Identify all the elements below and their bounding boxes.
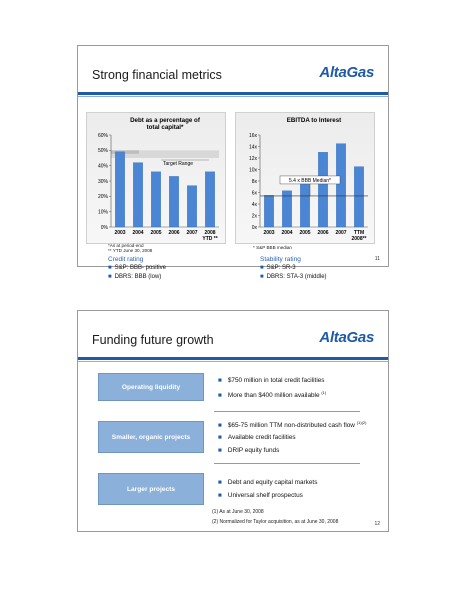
x-tick-label: 2003 [114,230,126,236]
bar [205,172,214,227]
x-tick-label: 2006 [317,230,329,236]
bullet-text: Available credit facilities [227,434,296,441]
bullet-icon: ■ [218,422,222,430]
stability-rating-item [260,274,327,280]
bar [151,172,160,227]
y-tick-label: 60% [97,132,108,139]
y-tick-label: 16x [248,132,257,139]
funding-bullet [218,492,303,499]
y-tick-label: 0% [100,224,108,231]
x-tick-label: 2004 [132,230,144,236]
bar [264,195,273,227]
title-divider [78,357,388,360]
box-label: Larger projects [126,485,175,493]
chart-title: total capital* [146,124,184,131]
ebitda-interest-chart [235,112,375,244]
credit-rating-item [108,265,166,271]
bullet-text: $65-75 million TTM non-distributed cash flow [227,422,355,430]
bullet-icon: ■ [260,265,264,271]
credit-rating-text: S&P: BBB- positive [114,265,166,271]
page-number: 12 [374,521,380,527]
y-tick-label: 14x [248,144,257,151]
y-tick-label: 10x [248,167,257,174]
stability-rating-text: S&P: SR-3 [266,265,296,271]
bullet-text: Debt and equity capital markets [227,479,318,486]
bar [169,176,178,227]
slide-title: Strong financial metrics [92,68,222,82]
footnote-ref: (1)(2) [356,420,367,425]
y-tick-label: 6x [251,190,257,197]
chart1-footnote-2: ** YTD June 30, 2008 [108,248,153,253]
operating-liquidity-box [98,373,204,401]
funding-footnote: (1) As at June 30, 2008 [212,509,264,515]
bar [336,144,345,227]
stability-rating-text: DBRS: STA-3 (middle) [266,274,327,280]
x-tick-label: TTM [353,230,365,236]
y-tick-label: 0x [251,224,257,231]
bullet-icon: ■ [218,479,222,486]
y-tick-label: 4x [251,201,257,208]
debt-to-capital-chart [86,112,226,244]
y-tick-label: 2x [251,213,257,220]
bullet-icon: ■ [108,265,112,271]
funding-bullet [218,377,325,384]
bullet-text: DRIP equity funds [227,447,280,454]
bar [133,163,142,227]
title-divider-thin [78,96,388,97]
funding-bullet [218,447,279,454]
funding-bullet [218,434,296,441]
bullet-icon: ■ [218,492,222,499]
credit-rating-heading: Credit rating [108,256,144,263]
bullet-icon: ■ [108,274,112,280]
stability-rating-heading: Stability rating [260,256,301,263]
altagas-logo: AltaGas [319,329,374,346]
x-tick-label: 2005 [150,230,162,236]
chart1-footnote-1: *As at period-end [108,243,144,248]
section-divider [214,463,360,464]
smaller-organic-projects-box [98,421,204,453]
bullet-text: Universal shelf prospectus [227,492,303,499]
funding-bullet [218,479,317,486]
page-number: 11 [374,256,380,262]
ebitda-interest-svg [236,113,374,243]
debt-to-capital-svg [87,113,225,243]
box-label: Smaller, organic projects [111,433,191,441]
bar [318,152,327,227]
x-tick-label: 2007 [335,230,347,236]
bar [354,167,363,227]
bar [187,186,196,227]
title-divider-thin [78,361,388,362]
target-range-label: Target Range [163,161,194,167]
bullet-icon: ■ [218,392,222,400]
y-tick-label: 8x [251,178,257,185]
section-divider [214,411,360,412]
x-tick-label: 2006 [168,230,180,236]
y-tick-label: 30% [97,178,108,185]
annotation-label: 5.4 x BBB Median* [289,177,331,184]
credit-rating-text: DBRS: BBB (low) [114,274,162,280]
funding-bullet [218,420,366,429]
x-tick-label: 2003 [263,230,275,236]
slide-title: Funding future growth [92,333,214,347]
altagas-logo: AltaGas [319,64,374,81]
y-tick-label: 50% [97,148,108,155]
bar [300,182,309,227]
box-label: Operating liquidity [121,383,181,391]
y-tick-label: 40% [97,163,108,170]
bullet-icon: ■ [218,434,222,441]
title-divider [78,92,388,95]
funding-bullet [218,390,326,399]
bullet-icon: ■ [260,274,264,280]
y-tick-label: 10% [97,209,108,216]
slide-funding-growth [77,310,389,532]
bullet-text: More than $400 million available [227,392,320,400]
x-tick-label: YTD ** [202,236,218,242]
slide-financial-metrics [77,45,389,280]
bullet-icon: ■ [218,377,222,384]
larger-projects-box [98,473,204,505]
y-tick-label: 20% [97,194,108,201]
credit-rating-item [108,274,161,280]
y-tick-label: 12x [248,155,257,162]
x-tick-label: 2005 [299,230,311,236]
bar [115,152,124,227]
footnote-ref: (1) [321,390,327,395]
funding-footnote: (2) Normalized for Taylor acquisition, as at June 30, 2008 [212,519,339,525]
x-tick-label: 2008 [204,230,216,236]
x-tick-label: 2008** [351,236,367,242]
x-tick-label: 2004 [281,230,293,236]
chart-title: Debt as a percentage of [130,117,200,124]
chart2-footnote: * S&P BBB median [253,245,292,250]
bullet-text: $750 million in total credit facilities [227,377,325,384]
chart-title: EBITDA to Interest [286,117,342,124]
bullet-icon: ■ [218,447,222,454]
stability-rating-item [260,265,296,271]
x-tick-label: 2007 [186,230,198,236]
